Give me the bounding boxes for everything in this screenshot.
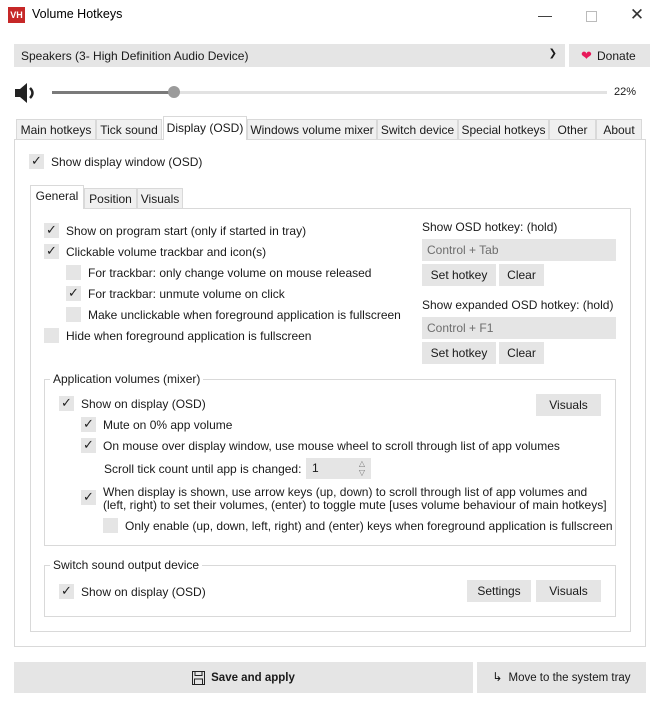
device-selected-value: Speakers (3- High Definition Audio Device) [21,49,249,63]
expanded-clear-button[interactable]: Clear [499,342,544,364]
arrow-keys-label-line2: (left, right) to set their volumes, (enter) to toggle mute [uses volume behaviour of main hotkeys] [103,498,607,512]
app-visuals-button[interactable]: Visuals [536,394,601,416]
arrow-keys-label-line1: When display is shown, use arrow keys (up, down) to scroll through list of app volumes and [103,485,588,499]
expanded-hotkey-label: Show expanded OSD hotkey: (hold) [422,298,614,312]
checkmark-icon: ✓ [83,489,94,504]
osd-set-hotkey-button[interactable]: Set hotkey [422,264,496,286]
tab-display-osd[interactable]: Display (OSD) [163,116,247,140]
save-and-apply-label: Save and apply [211,672,295,684]
arrow-down-right-icon: ↳ [492,670,503,684]
expanded-set-hotkey-button[interactable]: Set hotkey [422,342,496,364]
checkmark-icon: ✓ [61,395,72,410]
option-label: Clickable volume trackbar and icon(s) [66,245,267,259]
tab-switch-device[interactable]: Switch device [377,119,458,139]
maximize-button[interactable] [575,4,607,26]
checkmark-icon: ✓ [31,153,42,168]
checkmark-icon: ✓ [46,243,57,258]
speaker-icon[interactable] [14,82,40,104]
tab-about[interactable]: About [596,119,642,139]
tab-special-hotkeys[interactable]: Special hotkeys [458,119,549,139]
close-icon: ✕ [629,5,645,24]
minimize-button[interactable] [529,4,561,26]
option-checkbox[interactable] [66,286,81,301]
option-label: For trackbar: only change volume on mouse released [88,266,372,280]
switch-visuals-button[interactable]: Visuals [536,580,601,602]
mouse-wheel-label: On mouse over display window, use mouse wheel to scroll through list of app volumes [103,439,560,453]
checkmark-icon: ✓ [46,222,57,237]
app-logo-icon: VH [8,7,25,23]
maximize-icon [586,11,597,22]
chevron-down-icon: ❯ [548,48,557,59]
subtab-position[interactable]: Position [84,188,137,208]
option-checkbox[interactable] [44,223,59,238]
donate-label: Donate [597,49,636,63]
checkmark-icon: ✓ [83,437,94,452]
option-checkbox[interactable] [44,244,59,259]
tab-windows-volume-mixer[interactable]: Windows volume mixer [247,119,377,139]
option-checkbox[interactable] [44,328,59,343]
move-to-tray-button[interactable] [477,662,646,693]
checkmark-icon: ✓ [83,416,94,431]
arrow-keys-checkbox[interactable] [81,490,96,505]
tab-tick-sound[interactable]: Tick sound [96,119,162,139]
mute-zero-checkbox[interactable] [81,417,96,432]
app-volumes-title: Application volumes (mixer) [50,372,203,386]
tab-other[interactable]: Other [549,119,596,139]
tab-main-hotkeys[interactable]: Main hotkeys [16,119,96,139]
volume-percent: 22% [614,86,637,98]
scroll-tick-value: 1 [312,461,319,475]
device-dropdown[interactable] [14,44,565,67]
volume-slider-thumb[interactable] [168,86,180,98]
save-and-apply-button[interactable] [14,662,473,693]
mute-zero-label: Mute on 0% app volume [103,418,233,432]
close-button[interactable] [621,4,653,26]
donate-button[interactable] [569,44,650,67]
option-label: Show on program start (only if started in tray) [66,224,307,238]
show-display-window-checkbox[interactable] [29,154,44,169]
osd-clear-button[interactable]: Clear [499,264,544,286]
app-show-on-display-checkbox[interactable] [59,396,74,411]
scroll-tick-spinner[interactable] [306,458,371,479]
switch-show-on-display-label: Show on display (OSD) [81,585,206,599]
move-to-tray-label: Move to the system tray [508,672,631,684]
switch-settings-button[interactable]: Settings [467,580,531,602]
mouse-wheel-checkbox[interactable] [81,438,96,453]
volume-slider-fill [52,91,174,94]
scroll-tick-label: Scroll tick count until app is changed: [104,462,302,476]
only-fullscreen-checkbox[interactable] [103,518,118,533]
checkmark-icon: ✓ [68,285,79,300]
show-display-window-label: Show display window (OSD) [51,155,203,169]
option-checkbox[interactable] [66,307,81,322]
window-title: Volume Hotkeys [32,7,123,21]
osd-hotkey-field[interactable]: Control + Tab [422,239,616,261]
osd-hotkey-label: Show OSD hotkey: (hold) [422,220,558,234]
title-bar [0,0,660,30]
floppy-disk-icon [192,671,205,685]
subtab-visuals[interactable]: Visuals [137,188,183,208]
option-label: Hide when foreground application is fullscreen [66,329,312,343]
only-fullscreen-label: Only enable (up, down, left, right) and (enter) keys when foreground application is fullscreen [125,519,613,533]
switch-device-title: Switch sound output device [50,558,202,572]
option-checkbox[interactable] [66,265,81,280]
option-label: Make unclickable when foreground application is fullscreen [88,308,401,322]
option-label: For trackbar: unmute volume on click [88,287,285,301]
spinner-arrows-icon[interactable]: △ ▽ [358,459,365,477]
subtab-general[interactable]: General [30,185,84,209]
minimize-icon: — [538,7,552,23]
expanded-hotkey-field[interactable]: Control + F1 [422,317,616,339]
app-show-on-display-label: Show on display (OSD) [81,397,206,411]
checkmark-icon: ✓ [61,583,72,598]
heart-icon: ❤ [581,48,592,63]
switch-show-on-display-checkbox[interactable] [59,584,74,599]
